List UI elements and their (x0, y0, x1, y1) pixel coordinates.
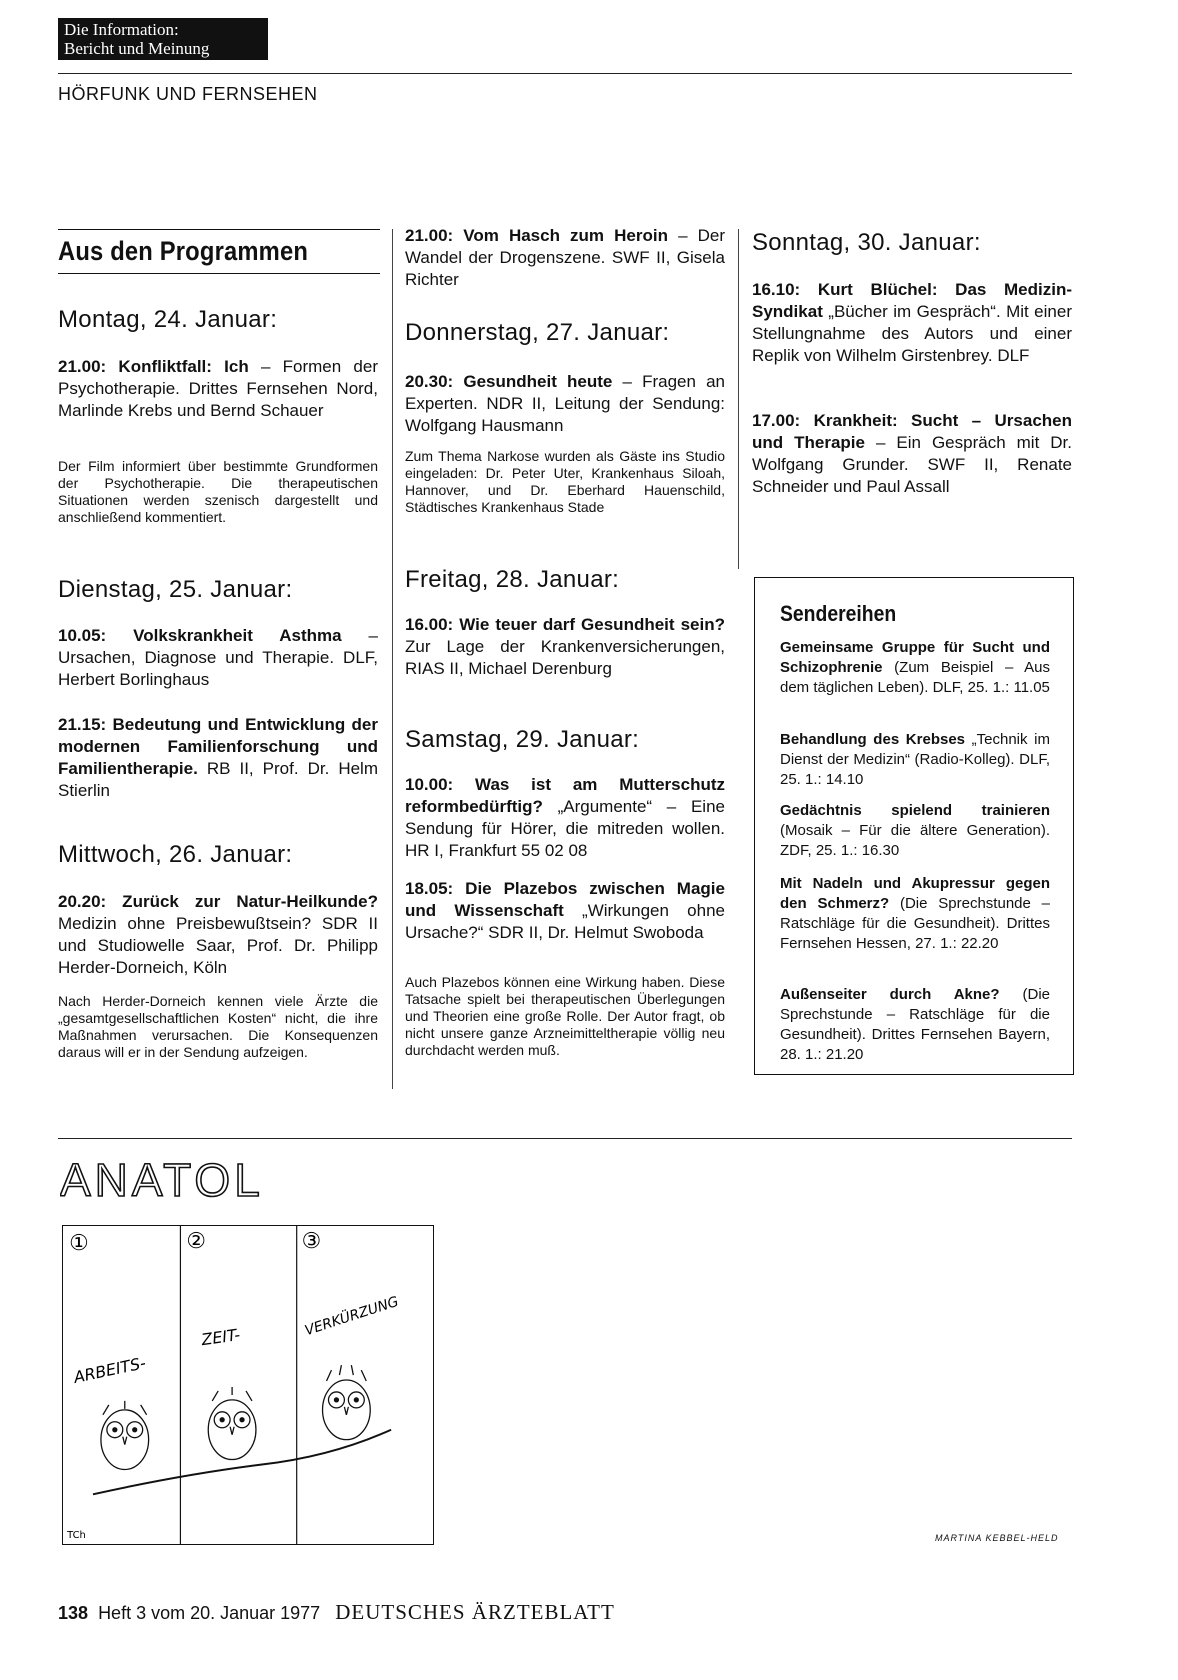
panel-number-3: ③ (301, 1228, 322, 1254)
program-entry (58, 625, 378, 691)
program-entry (405, 614, 725, 680)
panel-word-1: ARBEITS- (71, 1353, 148, 1387)
issue-info: Heft 3 vom 20. Januar 1977 (98, 1603, 321, 1623)
series-details: „Technik im Dienst der Medizin“ (Radio-Kolleg). DLF, 25. 1.: 14.10 (780, 731, 1050, 788)
owl-1 (101, 1401, 149, 1470)
program-details: – Ursachen, Diagnose und Therapie. DLF, Herbert Borlinghaus (58, 626, 378, 689)
title-rule-bottom (58, 273, 380, 274)
program-time-title: 21.15: Bedeutung und Entwicklung der modernen Familienforschung und Familientherapie. (58, 715, 378, 778)
owl-3 (323, 1365, 371, 1440)
program-time-title: 16.00: Wie teuer darf Gesundheit sein? (405, 615, 725, 634)
program-time-title: 18.05: Die Plazebos zwischen Magie und Wissenschaft (405, 879, 725, 920)
sendereihen-title: Sendereihen (780, 601, 897, 626)
program-time-title: 21.00: Vom Hasch zum Heroin (405, 226, 668, 245)
program-time-title: 10.00: Was ist am Mutterschutz reformbedürftig? (405, 775, 725, 816)
section-label: HÖRFUNK UND FERNSEHEN (58, 84, 318, 104)
program-entry (58, 356, 378, 422)
series-title: Behandlung des Krebses (780, 731, 966, 748)
page-footer (58, 1600, 615, 1625)
program-entry (58, 891, 378, 979)
program-time-title: 16.10: Kurt Blüchel: Das Medizin-Syndikat (752, 280, 1072, 321)
program-note: Zum Thema Narkose wurden als Gäste ins Studio eingeladen: Dr. Peter Uter, Krankenhaus Siloah, Hannover, und Dr. Eberhard Hauenschild, Städtisches Krankenhaus Stade (405, 448, 725, 515)
program-entry (405, 371, 725, 437)
program-details: – Fragen an Experten. NDR II, Leitung der Sendung: Wolfgang Hausmann (405, 372, 725, 435)
series-details: (Die Sprechstunde – Ratschläge für die Gesundheit). Drittes Fernsehen Bayern, 28. 1.: 21.20 (780, 986, 1050, 1063)
series-title: Außenseiter durch Akne? (780, 986, 1000, 1003)
day-heading-friday: Freitag, 28. Januar: (405, 566, 620, 593)
program-details: Medizin ohne Preisbewußtsein? SDR II und Studiowelle Saar, Prof. Dr. Philipp Herder-Dorneich, Köln (58, 914, 378, 977)
series-title: Gemeinsame Gruppe für Sucht und Schizophrenie (780, 639, 1050, 676)
day-heading-wednesday: Mittwoch, 26. Januar: (58, 841, 293, 868)
program-time-title: 20.20: Zurück zur Natur-Heilkunde? (58, 892, 378, 911)
department-label-line1: Die Information: (64, 20, 179, 39)
title-rule-top (58, 229, 380, 230)
day-heading-saturday: Samstag, 29. Januar: (405, 726, 640, 753)
series-item (780, 801, 1050, 861)
program-details: „Argumente“ – Eine Sendung für Hörer, die mitreden wollen. HR I, Frankfurt 55 02 08 (405, 797, 725, 860)
department-label-line2: Bericht und Meinung (64, 39, 210, 58)
program-details: „Wirkungen ohne Ursache?“ SDR II, Dr. Helmut Swoboda (405, 901, 725, 942)
program-details: RB II, Prof. Dr. Helm Stierlin (58, 759, 378, 800)
program-details: Zur Lage der Krankenversicherungen, RIAS II, Michael Derenburg (405, 637, 725, 678)
program-details: „Bücher im Gespräch“. Mit einer Stellungnahme des Autors und einer Replik von Wilhelm Girstenbrey. DLF (752, 302, 1072, 365)
panel-number-2: ② (186, 1228, 206, 1254)
owl-2 (208, 1387, 256, 1460)
program-time-title: 20.30: Gesundheit heute (405, 372, 613, 391)
program-entry (405, 878, 725, 944)
program-note: Auch Plazebos können eine Wirkung haben. Diese Tatsache spielt bei therapeutischen Überlegungen und Theorien eine große Rolle. Der Autor fragt, ob nicht unsere ganze Arzneimitteltherapie völlig neu durchdacht werden muß. (405, 974, 725, 1058)
cartoon-divider (58, 1138, 1072, 1139)
column-divider-2 (738, 229, 739, 569)
cartoonist-signature: MARTINA KEBBEL-HELD (935, 1533, 1059, 1543)
program-note: Nach Herder-Dorneich kennen viele Ärzte die „gesamtgesellschaftlichen Kosten“ nicht, die ihre Maßnahmen verursachen. Die Konsequenzen daraus will er in der Sendung aufzeigen. (58, 993, 378, 1060)
program-entry (752, 279, 1072, 367)
series-title: Gedächtnis spielend trainieren (780, 802, 1050, 819)
panel-word-2: ZEIT- (200, 1324, 242, 1350)
series-item (780, 874, 1050, 954)
program-time-title: 17.00: Krankheit: Sucht – Ursachen und Therapie (752, 411, 1072, 452)
program-entry (58, 714, 378, 802)
series-details: (Die Sprechstunde – Ratschläge für die Gesundheit). Drittes Fernsehen Hessen, 27. 1.: 22.20 (780, 895, 1050, 952)
day-heading-sunday: Sonntag, 30. Januar: (752, 229, 981, 256)
program-entry (405, 225, 725, 291)
cartoon-strip (62, 1225, 434, 1545)
panel-word-3: VERKÜRZUNG (302, 1293, 401, 1340)
header-divider (58, 73, 1072, 74)
series-title: Mit Nadeln und Akupressur gegen den Schmerz? (780, 875, 1050, 912)
program-note: Der Film informiert über bestimmte Grundformen der Psychotherapie. Die therapeutischen Situationen werden szenisch dargestellt und anschließend kommentiert. (58, 458, 378, 525)
day-heading-monday: Montag, 24. Januar: (58, 306, 278, 333)
program-entry (752, 410, 1072, 498)
day-heading-tuesday: Dienstag, 25. Januar: (58, 576, 293, 603)
magazine-name: DEUTSCHES ÄRZTEBLATT (335, 1600, 615, 1624)
program-details: – Ein Gespräch mit Dr. Wolfgang Grunder. SWF II, Renate Schneider und Paul Assall (752, 433, 1073, 496)
page-title: Aus den Programmen (58, 236, 309, 266)
column-divider-1 (392, 229, 393, 1089)
series-details: (Mosaik – Für die ältere Generation). ZDF, 25. 1.: 16.30 (780, 822, 1050, 859)
series-item (780, 638, 1050, 698)
department-label-box (58, 18, 268, 60)
series-item (780, 730, 1050, 790)
program-details: – Formen der Psychotherapie. Drittes Fernsehen Nord, Marlinde Krebs und Bernd Schauer (58, 357, 379, 420)
program-time-title: 10.05: Volkskrankheit Asthma (58, 626, 342, 645)
artist-initials: TCh (67, 1530, 86, 1542)
program-entry (405, 774, 725, 862)
page-number: 138 (58, 1603, 89, 1623)
panel-number-1: ① (69, 1230, 89, 1256)
series-details: (Zum Beispiel – Aus dem täglichen Leben). DLF, 25. 1.: 11.05 (780, 659, 1050, 696)
cartoon-title (60, 1148, 280, 1208)
program-details: – Der Wandel der Drogenszene. SWF II, Gisela Richter (405, 226, 725, 289)
series-item (780, 985, 1050, 1065)
cartoon-title-text: ANATOL (60, 1154, 264, 1206)
day-heading-thursday: Donnerstag, 27. Januar: (405, 319, 670, 346)
program-time-title: 21.00: Konfliktfall: Ich (58, 357, 249, 376)
